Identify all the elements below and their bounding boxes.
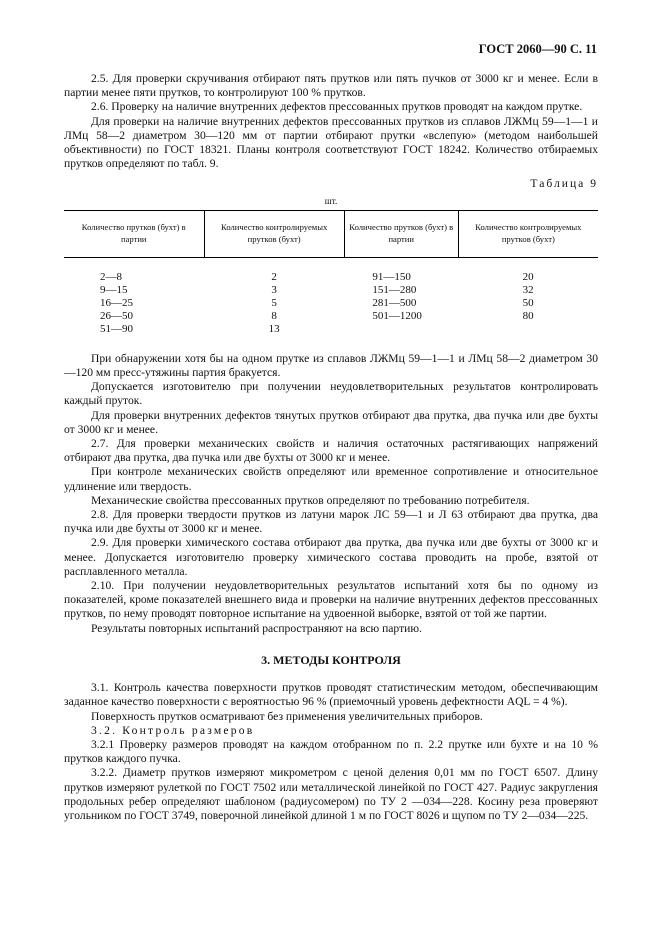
paragraph-3-2-1: 3.2.1 Проверку размеров проводят на каждом отобранном по п. 2.2 прутке или бухте и на 10 % прутков каждого пучка. [64,737,598,766]
paragraph-2-10: 2.10. При получении неудовлетворительных результатов испытаний хотя бы по одному из показателей, кроме показателей внешнего вида и проверки на наличие внутренних дефектов прессованных прутков, по нему проводят повторное испытание на удвоенной выборке, взятой от той же партии. [64,579,598,621]
table-header-cell: Количество прутков (бухт) в партии [64,210,204,257]
table-cell: 26—50 [100,309,133,322]
paragraph-surface: Поверхность прутков осматривают без применения увеличительных приборов. [91,709,483,723]
paragraph-retest: Результаты повторных испытаний распространяют на всю партию. [91,621,422,635]
paragraph-2-5: 2.5. Для проверки скручивания отбирают пять прутков или пять пучков от 3000 кг и менее. Если в партии менее пяти прутков, то контролируют 100 % прутков. [64,72,598,100]
table-9 [64,210,598,336]
table-cell: 51—90 [100,322,133,335]
paragraph-2-6-sampling: Для проверки на наличие внутренних дефектов прессованных прутков из сплавов ЛЖМц 59—1—1 и ЛМц 58—2 диаметром 30—120 мм от партии отбирают прутки «вслепую» (методом наибольшей объективности) по ГОСТ 18321. Планы контроля соответствуют ГОСТ 18242. Количество отбираемых прутков определяют по табл. 9. [64,114,598,171]
table-caption: Таблица 9 [530,177,598,191]
table-header-cell: Количество контролируемых прутков (бухт) [204,210,344,257]
paragraph-2-7: 2.7. Для проверки механических свойств и наличия остаточных растягивающих напряжений отбирают два прутка, два пучка или две бухты от 3000 кг и менее. [64,437,598,465]
paragraph-rejection: При обнаружении хотя бы на одном прутке из сплавов ЛЖМц 59—1—1 и ЛМц 58—2 диаметром 30—120 мм пресс-утяжины партия бракуется. [64,351,598,380]
paragraph-each-bar: Допускается изготовителю при получении неудовлетворительных результатов контролировать каждый пруток. [64,380,598,408]
table-cell: 13 [268,322,280,335]
paragraph-pressed-props: Механические свойства прессованных прутков определяют по требованию потребителя. [91,493,530,507]
table-cell: 8 [271,309,277,322]
paragraph-drawn-bars: Для проверки внутренних дефектов тянутых прутков отбирают два прутка, два пучка или две бухты от 3000 кг и менее. [64,408,598,436]
paragraph-2-8: 2.8. Для проверки твердости прутков из латуни марок ЛС 59—1 и Л 63 отбирают два прутка, два пучка или две бухты от 3000 кг и менее. [64,508,598,536]
table-cell: 5 [271,296,277,309]
paragraph-3-1: 3.1. Контроль качества поверхности прутков проводят статистическим методом, обеспечивающим заданное качество поверхности с вероятностью 96 % (приемочный уровень дефектности AQL = 4 %). [64,681,598,709]
table-cell: 3 [271,283,277,296]
table-cell: 151—280 [372,283,417,296]
page-header: ГОСТ 2060—90 С. 11 [478,42,597,56]
table-cell: 91—150 [372,270,411,283]
table-cell: 16—25 [100,296,133,309]
table-row [64,284,598,297]
table-unit: шт. [324,195,338,206]
section-title: 3. МЕТОДЫ КОНТРОЛЯ [261,652,401,667]
table-row [64,310,598,323]
table-row [64,257,598,284]
paragraph-3-2: 3.2. Контроль размеров [91,723,255,737]
document-body [64,72,598,823]
paragraph-2-6: 2.6. Проверку на наличие внутренних дефектов прессованных прутков проводят на каждом прутке. [91,100,583,114]
table-header-cell: Количество контролируемых прутков (бухт) [458,210,598,257]
table-cell: 2—8 [100,270,122,283]
table-cell [458,323,598,336]
table-row [64,297,598,310]
table-cell: 2 [271,270,277,283]
table-cell: 32 [522,283,534,296]
paragraph-mechanical: При контроле механических свойств определяют или временное сопротивление и относительное удлинение или твердость. [64,465,598,493]
table-cell: 281—500 [372,296,417,309]
table-cell: 50 [522,296,534,309]
table-cell [344,323,458,336]
table-cell: 9—15 [100,283,128,296]
table-cell: 501—1200 [372,309,422,322]
table-header-cell: Количество прутков (бухт) в партии [344,210,458,257]
table-row [64,323,598,336]
paragraph-3-2-2: 3.2.2. Диаметр прутков измеряют микрометром с ценой деления 0,01 мм по ГОСТ 6507. Длину прутков измеряют рулеткой по ГОСТ 7502 или металлической линейкой по ГОСТ 427. Радиус закругления продольных ребер определяют шаблоном (радиусомером) по ТУ 2 —034—228. Косину реза проверяют угольником по ГОСТ 3749, поверочной линейкой длиной 1 м по ГОСТ 8026 и щупом по ТУ 2—034—225. [64,766,598,822]
table-cell: 20 [522,270,534,283]
table-cell: 80 [522,309,534,322]
paragraph-2-9: 2.9. Для проверки химического состава отбирают два прутка, два пучка или две бухты от 3000 кг и менее. Допускается изготовителю проверку химического состава проводить на пробе, взятой от расплавленного металла. [64,536,598,578]
